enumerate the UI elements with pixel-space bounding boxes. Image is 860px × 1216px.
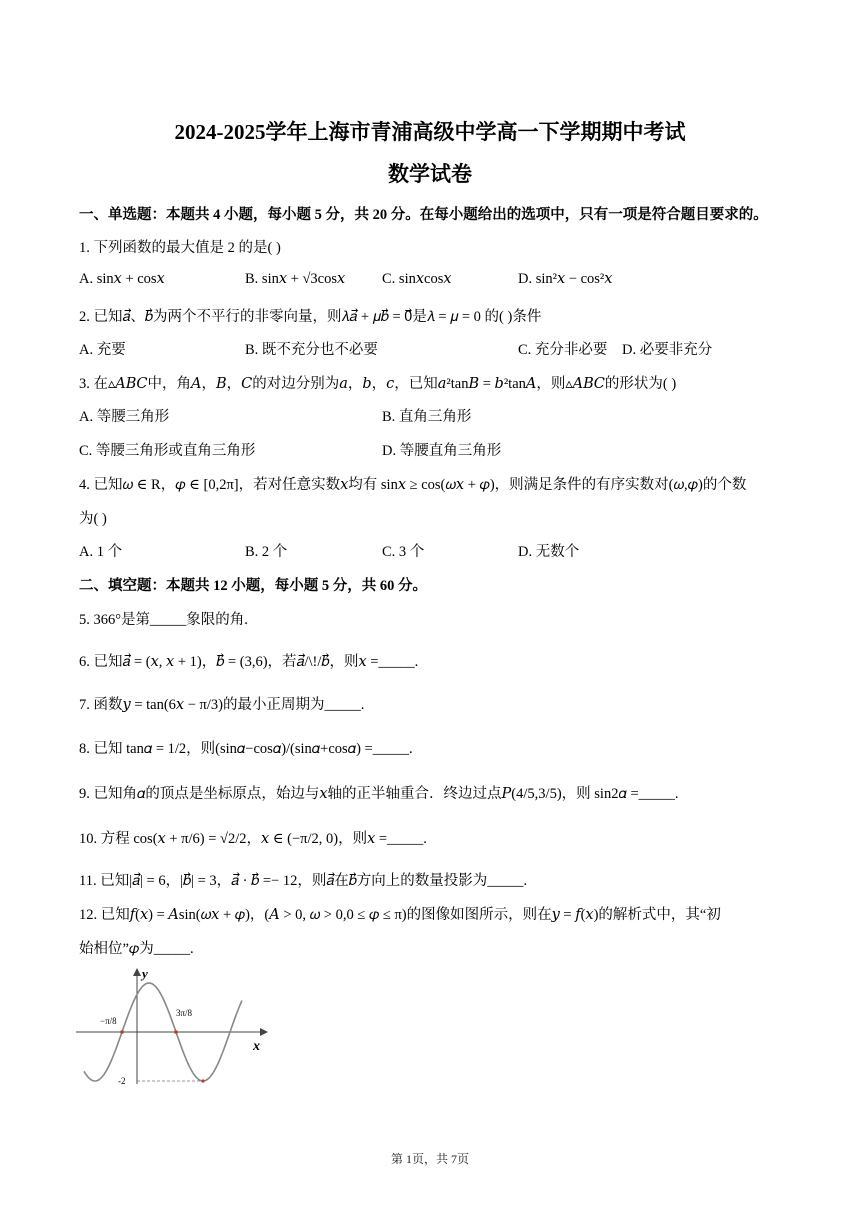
- question-4-option-c: C. 3 个: [382, 544, 425, 560]
- section-heading-fill-in: 二、填空题：本题共 12 小题，每小题 5 分，共 60 分。: [79, 578, 427, 594]
- question-2-option-a: A. 充要: [79, 342, 126, 358]
- question-12-line-1: 12. 已知𝑓(𝑥) = 𝐴sin(𝜔𝑥 + 𝜑)，(𝐴 > 0, 𝜔 > 0,0 ≤ 𝜑 ≤ π)的图像如图所示，则在𝑦 = 𝑓(𝑥)的解析式中，其“初: [79, 907, 721, 923]
- page-subtitle: 数学试卷: [388, 162, 472, 186]
- question-2-option-c: C. 充分非必要: [518, 342, 608, 358]
- question-6: 6. 已知𝑎⃗ = (𝑥, 𝑥 + 1)，𝑏⃗ = (3,6)，若𝑎⃗/\!/𝑏⃗，则𝑥 =_____.: [79, 654, 419, 670]
- question-3-option-d: D. 等腰直角三角形: [382, 443, 502, 459]
- page-title: 2024-2025学年上海市青浦高级中学高一下学期期中考试: [174, 120, 686, 144]
- min-point: [201, 1079, 204, 1082]
- question-3-option-c: C. 等腰三角形或直角三角形: [79, 443, 256, 459]
- question-7: 7. 函数𝑦 = tan(6𝑥 − π/3)的最小正周期为_____.: [79, 697, 365, 713]
- question-2-option-b: B. 既不充分也不必要: [245, 342, 378, 358]
- question-10: 10. 方程 cos(𝑥 + π/6) = √2/2，𝑥 ∈ (−π/2, 0)，则𝑥 =_____.: [79, 831, 427, 847]
- x-axis-label: x: [253, 1039, 260, 1054]
- question-2-option-d: D. 必要非充分: [622, 342, 713, 358]
- zero-point-left: [120, 1030, 124, 1034]
- question-1-option-c: C. sin𝑥cos𝑥: [382, 271, 452, 287]
- sine-graph-figure: [72, 962, 277, 1087]
- question-3-option-a: A. 等腰三角形: [79, 409, 170, 425]
- question-11: 11. 已知|𝑎⃗| = 6，|𝑏⃗| = 3，𝑎⃗ · 𝑏⃗ =− 12，则𝑎⃗在𝑏⃗方向上的数量投影为_____.: [79, 873, 528, 889]
- question-5: 5. 366°是第_____象限的角.: [79, 612, 248, 628]
- question-1-option-a: A. sin𝑥 + cos𝑥: [79, 271, 165, 287]
- right-tick-label: 3π/8: [176, 1008, 193, 1018]
- question-4-stem-line-2: 为( ): [79, 511, 107, 527]
- min-value-label: -2: [118, 1076, 126, 1086]
- question-9: 9. 已知角𝛼的顶点是坐标原点，始边与𝑥轴的正半轴重合．终边过点𝑃(4/5,3/5)，则 sin2𝛼 =_____.: [79, 786, 679, 802]
- question-4-option-d: D. 无数个: [518, 544, 580, 560]
- question-2-stem: 2. 已知𝑎⃗、𝑏⃗为两个不平行的非零向量，则𝜆𝑎⃗ + 𝜇𝑏⃗ = 0⃗是𝜆 = 𝜇 = 0 的( )条件: [79, 309, 542, 325]
- x-axis-arrow: [260, 1028, 268, 1036]
- question-4-stem-line-1: 4. 已知𝜔 ∈ R，𝜑 ∈ [0,2π]，若对任意实数𝑥均有 sin𝑥 ≥ cos(𝜔𝑥 + 𝜑)，则满足条件的有序实数对(𝜔,𝜑)的个数: [79, 477, 747, 493]
- question-3-stem: 3. 在▵𝐴𝐵𝐶中，角𝐴，𝐵，𝐶的对边分别为𝑎，𝑏，𝑐，已知𝑎²tan𝐵 = 𝑏²tan𝐴，则▵𝐴𝐵𝐶的形状为( ): [79, 376, 677, 392]
- section-heading-single-choice: 一、单选题：本题共 4 小题，每小题 5 分，共 20 分。在每小题给出的选项中，只有一项是符合题目要求的。: [79, 207, 768, 223]
- question-1-option-d: D. sin²𝑥 − cos²𝑥: [518, 271, 613, 287]
- question-4-option-b: B. 2 个: [245, 544, 288, 560]
- question-12-line-2: 始相位”𝜑为_____.: [79, 941, 194, 957]
- question-1-option-b: B. sin𝑥 + √3cos𝑥: [245, 271, 346, 287]
- zero-point-right: [174, 1030, 178, 1034]
- y-axis-label: y: [142, 966, 148, 981]
- y-axis-arrow: [133, 968, 141, 976]
- left-tick-label: −π/8: [100, 1016, 117, 1026]
- question-4-option-a: A. 1 个: [79, 544, 123, 560]
- question-8: 8. 已知 tan𝛼 = 1/2，则(sin𝛼−cos𝛼)/(sin𝛼+cos𝛼) =_____.: [79, 741, 413, 757]
- page-footer: 第 1页，共 7页: [390, 1152, 469, 1166]
- question-3-option-b: B. 直角三角形: [382, 409, 472, 425]
- question-1-stem: 1. 下列函数的最大值是 2 的是( ): [79, 240, 281, 256]
